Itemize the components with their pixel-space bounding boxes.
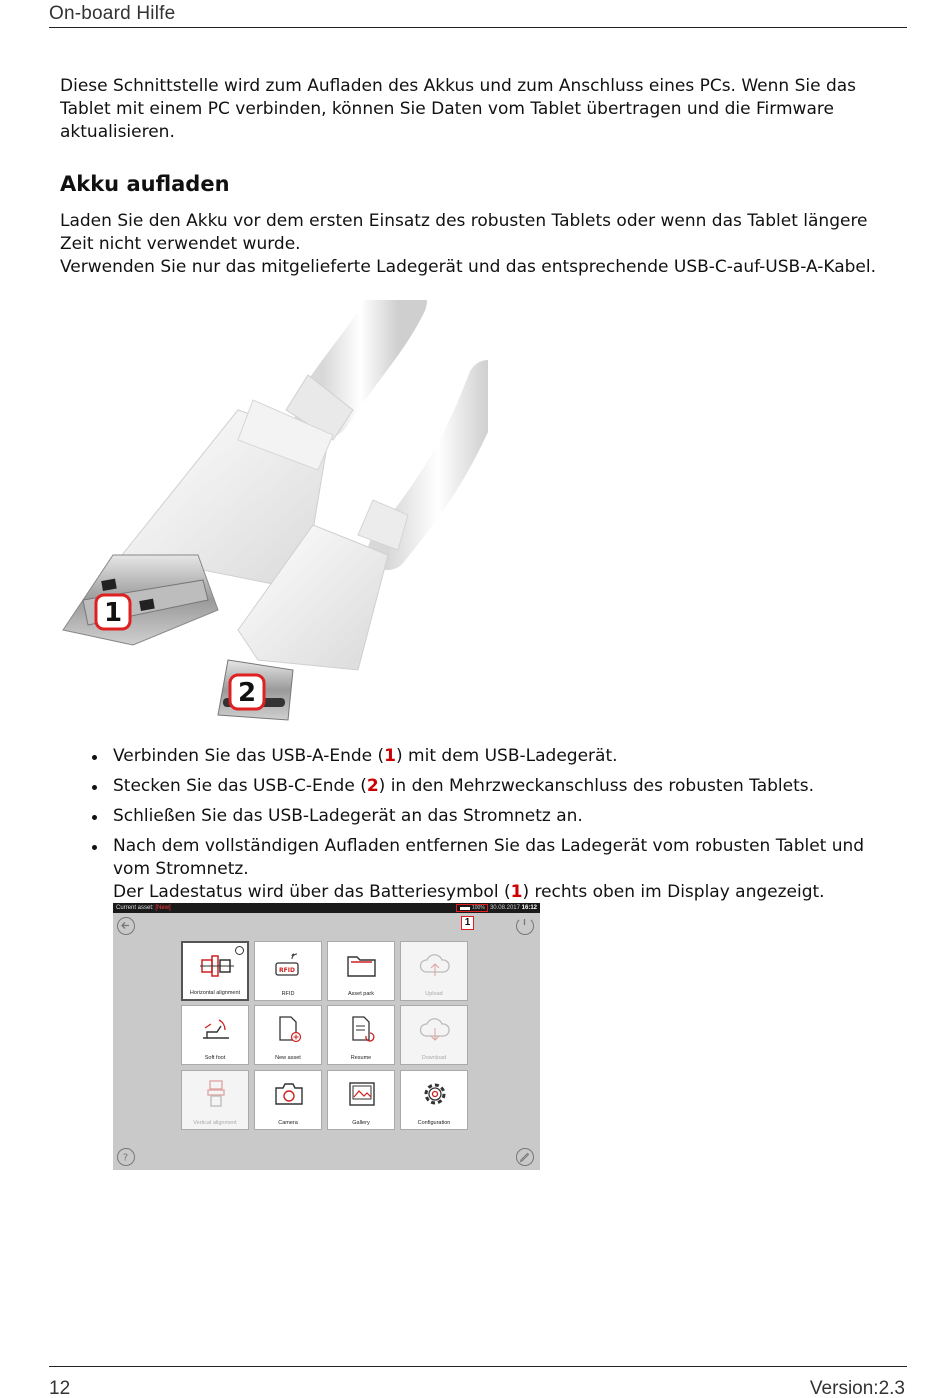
tile-vertical-alignment[interactable] bbox=[181, 1070, 249, 1130]
usb-cable-photo bbox=[58, 300, 488, 730]
vertical-machine-icon bbox=[199, 1079, 233, 1109]
tile-label: Resume bbox=[350, 1055, 372, 1061]
new-document-icon bbox=[272, 1014, 306, 1044]
camera-icon bbox=[272, 1079, 306, 1109]
tile-label: Configuration bbox=[417, 1120, 451, 1126]
back-arrow-icon bbox=[119, 919, 132, 932]
tile-camera[interactable] bbox=[254, 1070, 322, 1130]
pencil-icon bbox=[518, 1150, 531, 1163]
current-asset-value: [New] bbox=[155, 905, 171, 911]
list-item: Schließen Sie das USB-Ladegerät an das Stromnetz an. bbox=[90, 805, 905, 828]
tile-label: Horizontal alignment bbox=[189, 990, 241, 996]
tile-label: Camera bbox=[278, 1120, 298, 1126]
gallery-icon bbox=[345, 1079, 379, 1109]
svg-text:1: 1 bbox=[103, 598, 123, 628]
date-time: 30.08.2017 16:12 bbox=[489, 905, 537, 911]
callout-number: 1 bbox=[510, 882, 523, 902]
gear-icon bbox=[418, 1079, 452, 1109]
section-line-1: Laden Sie den Akku vor dem ersten Einsatz des robusten Tablets oder wenn das Tablet längere Zeit nicht verwendet wurde. bbox=[60, 211, 868, 254]
page-number: 12 bbox=[49, 1378, 71, 1398]
photo-callout-2 bbox=[230, 675, 264, 709]
callout-number: 1 bbox=[384, 746, 397, 766]
section-heading: Akku aufladen bbox=[60, 172, 230, 196]
tile-configuration[interactable] bbox=[400, 1070, 468, 1130]
status-bar bbox=[113, 903, 540, 913]
tile-new-asset[interactable] bbox=[254, 1005, 322, 1065]
check-icon bbox=[235, 946, 244, 955]
footer-rule bbox=[49, 1366, 907, 1367]
bullet-icon bbox=[92, 815, 97, 820]
list-item: Nach dem vollständigen Aufladen entfernen Sie das Ladegerät vom robusten Tablet und vom Stromnetz. Der Ladestatus wird über das Batteriesymbol (1) rechts oben im Display angezeigt. bbox=[90, 835, 905, 904]
battery-note: Der Ladestatus wird über das Batteriesymbol (1) rechts oben im Display angezeigt. bbox=[113, 882, 825, 902]
tile-upload[interactable] bbox=[400, 941, 468, 1001]
tile-download[interactable] bbox=[400, 1005, 468, 1065]
battery-percent: 100% bbox=[472, 905, 485, 911]
header-rule bbox=[49, 27, 907, 28]
list-item: Stecken Sie das USB-C-Ende (2) in den Mehrzweckanschluss des robusten Tablets. bbox=[90, 775, 905, 798]
cloud-upload-icon bbox=[418, 950, 452, 980]
section-paragraph bbox=[60, 210, 905, 279]
power-icon bbox=[518, 919, 531, 932]
battery-icon bbox=[456, 904, 488, 912]
shaft-coupling-icon bbox=[200, 951, 234, 981]
callout-number: 2 bbox=[366, 776, 379, 796]
section-line-2: Verwenden Sie nur das mitgelieferte Ladegerät und das entsprechende USB-C-auf-USB-A-Kabel. bbox=[60, 257, 876, 277]
running-header: On-board Hilfe bbox=[49, 3, 176, 24]
back-button[interactable] bbox=[117, 917, 135, 935]
tile-gallery[interactable] bbox=[327, 1070, 395, 1130]
cloud-download-icon bbox=[418, 1014, 452, 1044]
bullet-icon bbox=[92, 785, 97, 790]
battery-callout: 1 bbox=[461, 916, 474, 930]
tablet-screenshot bbox=[113, 903, 540, 1170]
resume-document-icon bbox=[345, 1014, 379, 1044]
tile-label: Upload bbox=[425, 991, 443, 997]
folder-icon bbox=[345, 950, 379, 980]
soft-foot-icon bbox=[199, 1014, 233, 1044]
photo-callout-1 bbox=[96, 595, 130, 629]
bullet-icon bbox=[92, 845, 97, 850]
bullet-icon bbox=[92, 755, 97, 760]
list-item: Verbinden Sie das USB-A-Ende (1) mit dem USB-Ladegerät. bbox=[90, 745, 905, 768]
tile-horizontal-alignment[interactable] bbox=[181, 941, 249, 1001]
rfid-icon bbox=[272, 950, 306, 980]
tile-label: Download bbox=[421, 1055, 447, 1061]
help-icon bbox=[119, 1150, 132, 1163]
tile-asset-park[interactable] bbox=[327, 941, 395, 1001]
help-button[interactable] bbox=[117, 1148, 135, 1166]
intro-paragraph: Diese Schnittstelle wird zum Aufladen des Akkus und zum Anschluss eines PCs. Wenn Sie das Tablet mit einem PC verbinden, können Sie Daten vom Tablet übertragen und die Firmware aktualisieren. bbox=[60, 76, 857, 142]
edit-button[interactable] bbox=[516, 1148, 534, 1166]
tile-rfid[interactable] bbox=[254, 941, 322, 1001]
tile-label: Asset park bbox=[348, 991, 374, 997]
power-button[interactable] bbox=[516, 917, 534, 935]
step-list bbox=[90, 745, 905, 911]
tile-label: Gallery bbox=[352, 1120, 370, 1126]
current-asset-label: Current asset: bbox=[116, 905, 154, 911]
svg-text:?: ? bbox=[122, 1152, 129, 1163]
svg-text:2: 2 bbox=[237, 678, 257, 708]
tile-soft-foot[interactable] bbox=[181, 1005, 249, 1065]
tile-label: RFID bbox=[281, 991, 295, 997]
tile-label: Soft foot bbox=[204, 1055, 226, 1061]
tile-label: New asset bbox=[275, 1055, 301, 1061]
tile-label: Vertical alignment bbox=[193, 1120, 237, 1126]
version-label: Version:2.3 bbox=[809, 1378, 905, 1398]
tile-resume[interactable] bbox=[327, 1005, 395, 1065]
svg-text:RFID: RFID bbox=[279, 967, 295, 974]
